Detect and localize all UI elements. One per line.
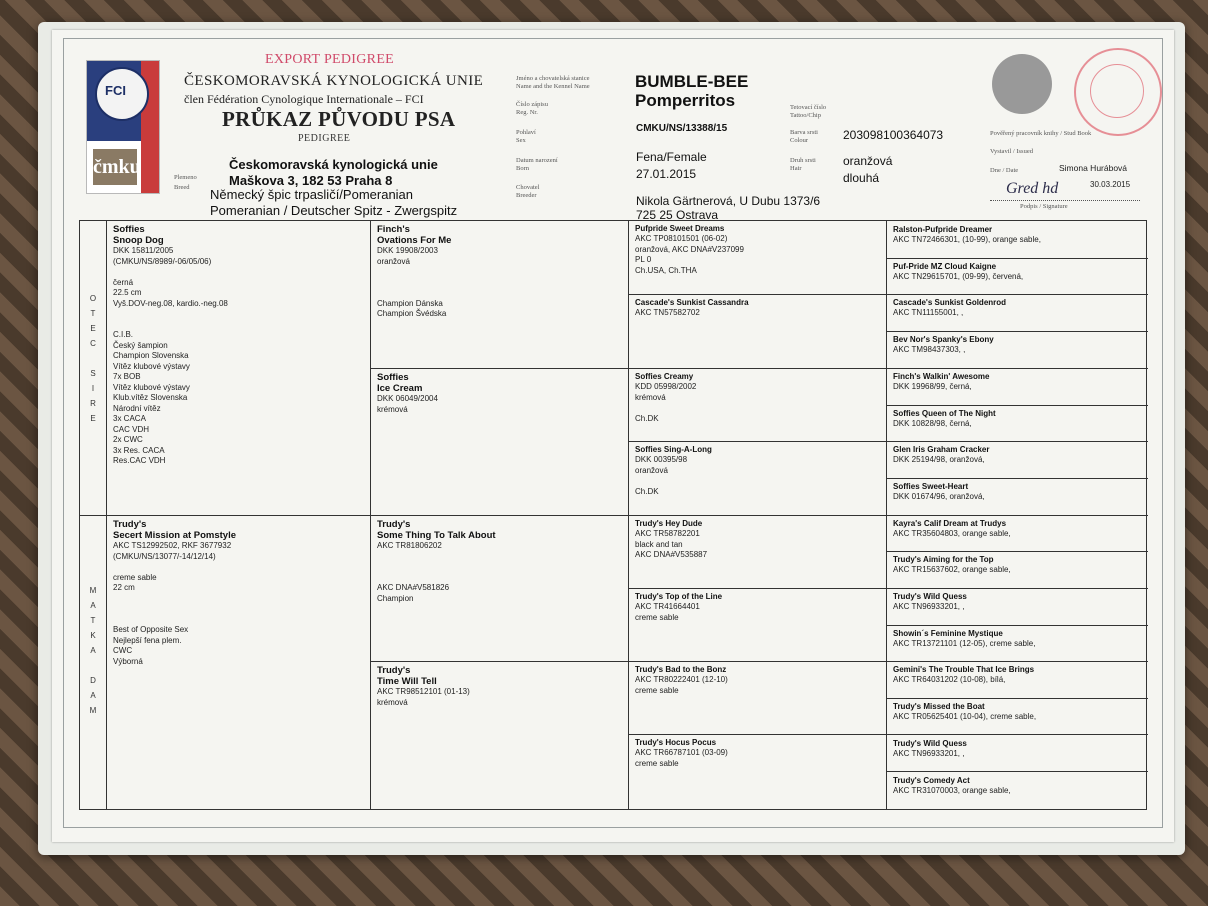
info-line: AKC TR80222401 (12-10)	[635, 675, 728, 684]
info-line: AKC TR31070003, orange sable,	[893, 785, 1011, 795]
issue-date: 30.03.2015	[1090, 180, 1131, 189]
info-line	[113, 594, 369, 605]
g3-ancestor-cell	[629, 589, 885, 661]
info-line: (CMKU/NS/13077/-14/12/14)	[113, 551, 216, 561]
g4-ancestor-cell	[887, 699, 1147, 734]
info-line: 7x BOB	[113, 372, 141, 381]
dam-info	[113, 541, 369, 667]
info-line: Český šampion	[113, 340, 168, 350]
info-line: AKC DNA#V581826	[377, 583, 450, 592]
breed-label-en: Breed	[174, 184, 190, 191]
info-line: Vyš.DOV-neg.08, kardio.-neg.08	[113, 298, 228, 308]
grandparent-cell	[371, 221, 627, 368]
g4-ancestor-cell	[887, 222, 1147, 257]
sire-info	[113, 246, 369, 467]
info-line: PL 0	[635, 255, 652, 264]
info-line	[377, 573, 627, 584]
grandparent-name-line2: Ice Cream	[377, 383, 423, 394]
grandparent-name-line1: Soffies	[377, 372, 409, 383]
g4-ancestor-cell	[887, 479, 1147, 514]
breeder-org-name: Českomoravská kynologická unie	[229, 157, 438, 172]
document-title: PRŮKAZ PŮVODU PSA	[222, 107, 456, 131]
handwritten-signature: Gred hd	[1006, 180, 1059, 197]
breed-name-en: Pomeranian / Deutscher Spitz - Zwergspitz	[210, 203, 458, 218]
dam-name-line1: Trudy's	[113, 519, 147, 530]
chip-number: 203098100364073	[843, 128, 944, 142]
info-line: Národní vítěz	[113, 403, 161, 413]
g4-ancestor-cell	[887, 589, 1147, 624]
signature-label: Podpis / Signature	[1020, 203, 1068, 210]
g3-ancestor-cell	[629, 369, 885, 441]
info-line: Best of Opposite Sex	[113, 625, 189, 634]
grandparent-info	[377, 687, 627, 708]
info-line: Výborná	[113, 656, 143, 666]
grandparent-name-line2: Some Thing To Talk About	[377, 530, 496, 541]
info-line	[635, 476, 885, 487]
info-line: Champion Švédska	[377, 309, 447, 318]
info-line: creme sable	[635, 758, 679, 768]
info-line	[113, 615, 369, 626]
info-line: C.I.B.	[113, 330, 134, 339]
ancestor-name: Trudy's Wild Quess	[893, 592, 967, 601]
g4-ancestor-cell	[887, 442, 1147, 477]
info-line: (CMKU/NS/8989/-06/05/06)	[113, 256, 212, 266]
breed-label-cz: Plemeno	[174, 174, 197, 181]
info-line	[377, 562, 627, 573]
g3-ancestor-cell	[629, 735, 885, 810]
info-line: DKK 15811/2005	[113, 246, 174, 255]
g4-ancestor-cell	[887, 369, 1147, 404]
info-line: oranžová	[377, 256, 410, 266]
breeder-name: Nikola Gärtnerová, U Dubu 1373/6	[636, 194, 821, 208]
info-line: krémová	[377, 697, 408, 707]
info-line: AKC TR35604803, orange sable,	[893, 528, 1011, 538]
ancestor-name: Soffies Sweet-Heart	[893, 481, 969, 491]
info-line: AKC TS12992502, RKF 3677932	[113, 541, 232, 550]
name-label: Jméno a chovatelská stanice Name and the Kennel Name	[516, 75, 590, 90]
info-line: AKC TN96933201, ,	[893, 748, 965, 758]
info-line: 22 cm	[113, 583, 135, 592]
info-line: DKK 10828/98, černá,	[893, 418, 972, 428]
info-line: AKC TR15637602, orange sable,	[893, 565, 1011, 575]
ancestor-name: Ralston-Pufpride Dreamer	[893, 225, 993, 234]
g3-ancestor-cell	[629, 442, 885, 515]
born-label: Datum narození Born	[516, 157, 558, 172]
ancestor-name: Soffies Queen of The Night	[893, 408, 996, 418]
breeder-label: Chovatel Breeder	[516, 184, 540, 199]
grandparent-info	[377, 394, 627, 415]
g4-ancestor-cell	[887, 662, 1147, 697]
info-line	[113, 604, 369, 615]
info-line: Champion Slovenska	[113, 351, 189, 360]
info-line: CWC	[113, 646, 133, 655]
g4-ancestor-cell	[887, 332, 1147, 367]
info-line	[113, 562, 369, 573]
info-line: krémová	[635, 392, 666, 402]
sire-name-line2: Snoop Dog	[113, 235, 164, 246]
info-line: Champion Dánska	[377, 298, 443, 308]
info-line: creme sable	[635, 612, 679, 622]
info-line	[113, 309, 369, 320]
g4-ancestor-cell	[887, 516, 1147, 551]
g3-ancestor-cell	[629, 516, 885, 588]
info-line: DKK 19968/99, černá,	[893, 381, 972, 391]
info-line: Nejlepší fena plem.	[113, 635, 182, 645]
fci-membership: člen Fédération Cynologique Internationale – FCI	[184, 92, 424, 106]
dam-cell	[107, 516, 369, 810]
issuer-name: Simona Hurábová	[1059, 163, 1128, 173]
sex-label: Pohlaví Sex	[516, 129, 536, 144]
info-line: AKC TN11155001, ,	[893, 308, 964, 318]
grandparent-name-line1: Trudy's	[377, 519, 411, 530]
g4-ancestor-cell	[887, 736, 1147, 771]
pedigree-table	[79, 220, 1147, 810]
ancestor-name: Trudy's Hocus Pocus	[635, 738, 717, 747]
dam-name-line2: Secert Mission at Pomstyle	[113, 530, 237, 541]
grandparent-info	[377, 541, 627, 604]
date-label: Dne / Date	[990, 167, 1019, 174]
ancestor-name: Pufpride Sweet Dreams	[635, 224, 725, 233]
info-line	[377, 267, 627, 278]
info-line: Champion	[377, 593, 414, 603]
ancestor-name: Trudy's Top of the Line	[635, 592, 723, 601]
ancestor-name: Trudy's Missed the Boat	[893, 702, 985, 712]
breeder-org-address: Maškova 3, 182 53 Praha 8	[229, 173, 393, 188]
hair-label: Druh srsti Hair	[790, 157, 816, 172]
kennel-name: Pomperritos	[635, 91, 736, 110]
info-line	[113, 267, 369, 278]
g4-ancestor-cell	[887, 295, 1147, 330]
info-line: creme sable	[113, 572, 157, 582]
info-line: AKC TN96933201, ,	[893, 602, 965, 611]
registration-number: CMKU/NS/13388/15	[636, 123, 728, 134]
grandparent-info	[377, 246, 627, 320]
dog-name: BUMBLE-BEE	[635, 72, 749, 91]
colour-label: Barva srsti Colour	[790, 129, 818, 144]
ancestor-name: Finch's Walkin' Awesome	[893, 371, 990, 381]
info-line: 22.5 cm	[113, 288, 142, 297]
info-line: KDD 05998/2002	[635, 382, 697, 391]
info-line	[113, 320, 369, 331]
ancestor-name: Bev Nor's Spanky's Ebony	[893, 335, 994, 345]
g3-ancestor-cell	[629, 662, 885, 734]
info-line: DKK 06049/2004	[377, 394, 438, 403]
info-line: oranžová, AKC DNA#V237099	[635, 244, 744, 254]
ancestor-name: Glen Iris Graham Cracker	[893, 445, 990, 455]
chip-label: Tetovací číslo Tattoo/Chip	[790, 104, 827, 119]
ancestor-name: Gemini's The Trouble That Ice Brings	[893, 665, 1035, 675]
info-line: AKC TR05625401 (10-04), creme sable,	[893, 712, 1037, 722]
cmku-logo-text: čmku	[93, 149, 137, 185]
info-line	[377, 288, 627, 299]
colour-value: oranžová	[843, 154, 893, 168]
info-line: Ch.USA, Ch.THA	[635, 265, 697, 275]
info-line: Ch.DK	[635, 413, 659, 423]
cmku-logo	[86, 60, 160, 194]
info-line: AKC TR58782201	[635, 529, 700, 538]
info-line: DKK 01674/96, oranžová,	[893, 491, 985, 501]
info-line: CAC VDH	[113, 424, 150, 434]
grandparent-name-line2: Time Will Tell	[377, 676, 437, 687]
organization-name: ČESKOMORAVSKÁ KYNOLOGICKÁ UNIE	[184, 73, 484, 89]
info-line	[377, 552, 627, 563]
info-line	[377, 278, 627, 289]
g3-ancestor-cell	[629, 295, 885, 368]
sire-cell	[107, 221, 369, 515]
document-subtitle: PEDIGREE	[298, 133, 351, 144]
info-line: AKC TP08101501 (06-02)	[635, 234, 728, 243]
sire-name-line1: Soffies	[113, 224, 145, 235]
signature-line	[990, 200, 1140, 201]
info-line	[635, 403, 885, 414]
info-line: DKK 00395/98	[635, 455, 688, 464]
ancestor-name: Cascade's Sunkist Cassandra	[635, 298, 749, 307]
sire-side-label: O T E C S I R E	[89, 294, 97, 423]
grandparent-name-line1: Finch's	[377, 224, 410, 235]
breeder-address: 725 25 Ostrava	[636, 208, 719, 222]
breed-name-cz: Německý špic trpasličí/Pomeranian	[210, 187, 414, 202]
info-line: Klub.vítěz Slovenska	[113, 393, 188, 402]
ancestor-name: Soffies Creamy	[635, 372, 694, 381]
info-line: DKK 19908/2003	[377, 246, 438, 255]
reg-label: Číslo zápisu Reg. Nr.	[516, 101, 548, 116]
ancestor-name: Soffies Sing-A-Long	[635, 445, 712, 454]
info-line: Vítěz klubové výstavy	[113, 382, 190, 392]
info-line: AKC TR98512101 (01-13)	[377, 687, 470, 696]
info-line: AKC TR66787101 (03-09)	[635, 748, 728, 757]
ancestor-name: Trudy's Bad to the Bonz	[635, 665, 727, 674]
g4-ancestor-cell	[887, 406, 1147, 441]
info-line: krémová	[377, 404, 408, 414]
studbook-label: Pověřený pracovník knihy / Stud Book	[990, 130, 1092, 137]
info-line: Vítěz klubové výstavy	[113, 361, 190, 371]
ancestor-name: Kayra's Calif Dream at Trudys	[893, 518, 1007, 528]
grandparent-cell	[371, 662, 627, 810]
info-line: AKC TR13721101 (12-05), creme sable,	[893, 638, 1036, 648]
grandparent-cell	[371, 516, 627, 661]
grandparent-name-line2: Ovations For Me	[377, 235, 452, 246]
info-line: 2x CWC	[113, 435, 143, 444]
ancestor-name: Puf-Pride MZ Cloud Kaigne	[893, 261, 997, 271]
info-line: Res.CAC VDH	[113, 456, 166, 465]
ancestor-name: Showin´s Feminine Mystique	[893, 628, 1003, 638]
info-line: AKC TN29615701, (09-99), červená,	[893, 271, 1024, 281]
g4-ancestor-cell	[887, 552, 1147, 587]
info-line: AKC DNA#V535887	[635, 550, 708, 559]
ancestor-name: Cascade's Sunkist Goldenrod	[893, 298, 1007, 308]
g4-ancestor-cell	[887, 259, 1147, 294]
g4-ancestor-cell	[887, 773, 1147, 808]
grandparent-cell	[371, 369, 627, 515]
info-line: 3x CACA	[113, 414, 146, 423]
info-line: oranžová	[635, 465, 668, 475]
g4-ancestor-cell	[887, 626, 1147, 661]
info-line: AKC TR41664401	[635, 602, 700, 611]
info-line: AKC TR64031202 (10-08), bílá,	[893, 675, 1006, 685]
info-line: DKK 25194/98, oranžová,	[893, 455, 985, 465]
issued-label: Vystavil / Issued	[990, 148, 1033, 155]
info-line: creme sable	[635, 685, 679, 695]
ancestor-name: Trudy's Wild Quess	[893, 738, 967, 748]
info-line: black and tan	[635, 539, 683, 549]
info-line: AKC TM98437303, ,	[893, 345, 966, 355]
red-stamp-inner	[1090, 64, 1144, 118]
sex-value: Fena/Female	[636, 150, 707, 164]
hair-value: dlouhá	[843, 171, 880, 185]
grandparent-name-line1: Trudy's	[377, 665, 411, 676]
info-line: AKC TN72466301, (10-99), orange sable,	[893, 235, 1041, 244]
ancestor-name: Trudy's Hey Dude	[635, 519, 703, 528]
born-value: 27.01.2015	[636, 167, 697, 181]
export-pedigree-label: EXPORT PEDIGREE	[265, 52, 395, 67]
info-line: 3x Res. CACA	[113, 445, 165, 455]
dam-side-label: M A T K A D A M	[89, 586, 97, 715]
embossed-seal	[992, 54, 1052, 114]
info-line: Ch.DK	[635, 486, 659, 496]
fci-logo-text: FCI	[105, 83, 126, 98]
g3-ancestor-cell	[629, 221, 885, 294]
info-line: černá	[113, 277, 134, 287]
ancestor-name: Trudy's Comedy Act	[893, 775, 970, 785]
info-line: AKC TR81806202	[377, 541, 442, 550]
info-line: AKC TN57582702	[635, 308, 700, 317]
ancestor-name: Trudy's Aiming for the Top	[893, 555, 994, 565]
